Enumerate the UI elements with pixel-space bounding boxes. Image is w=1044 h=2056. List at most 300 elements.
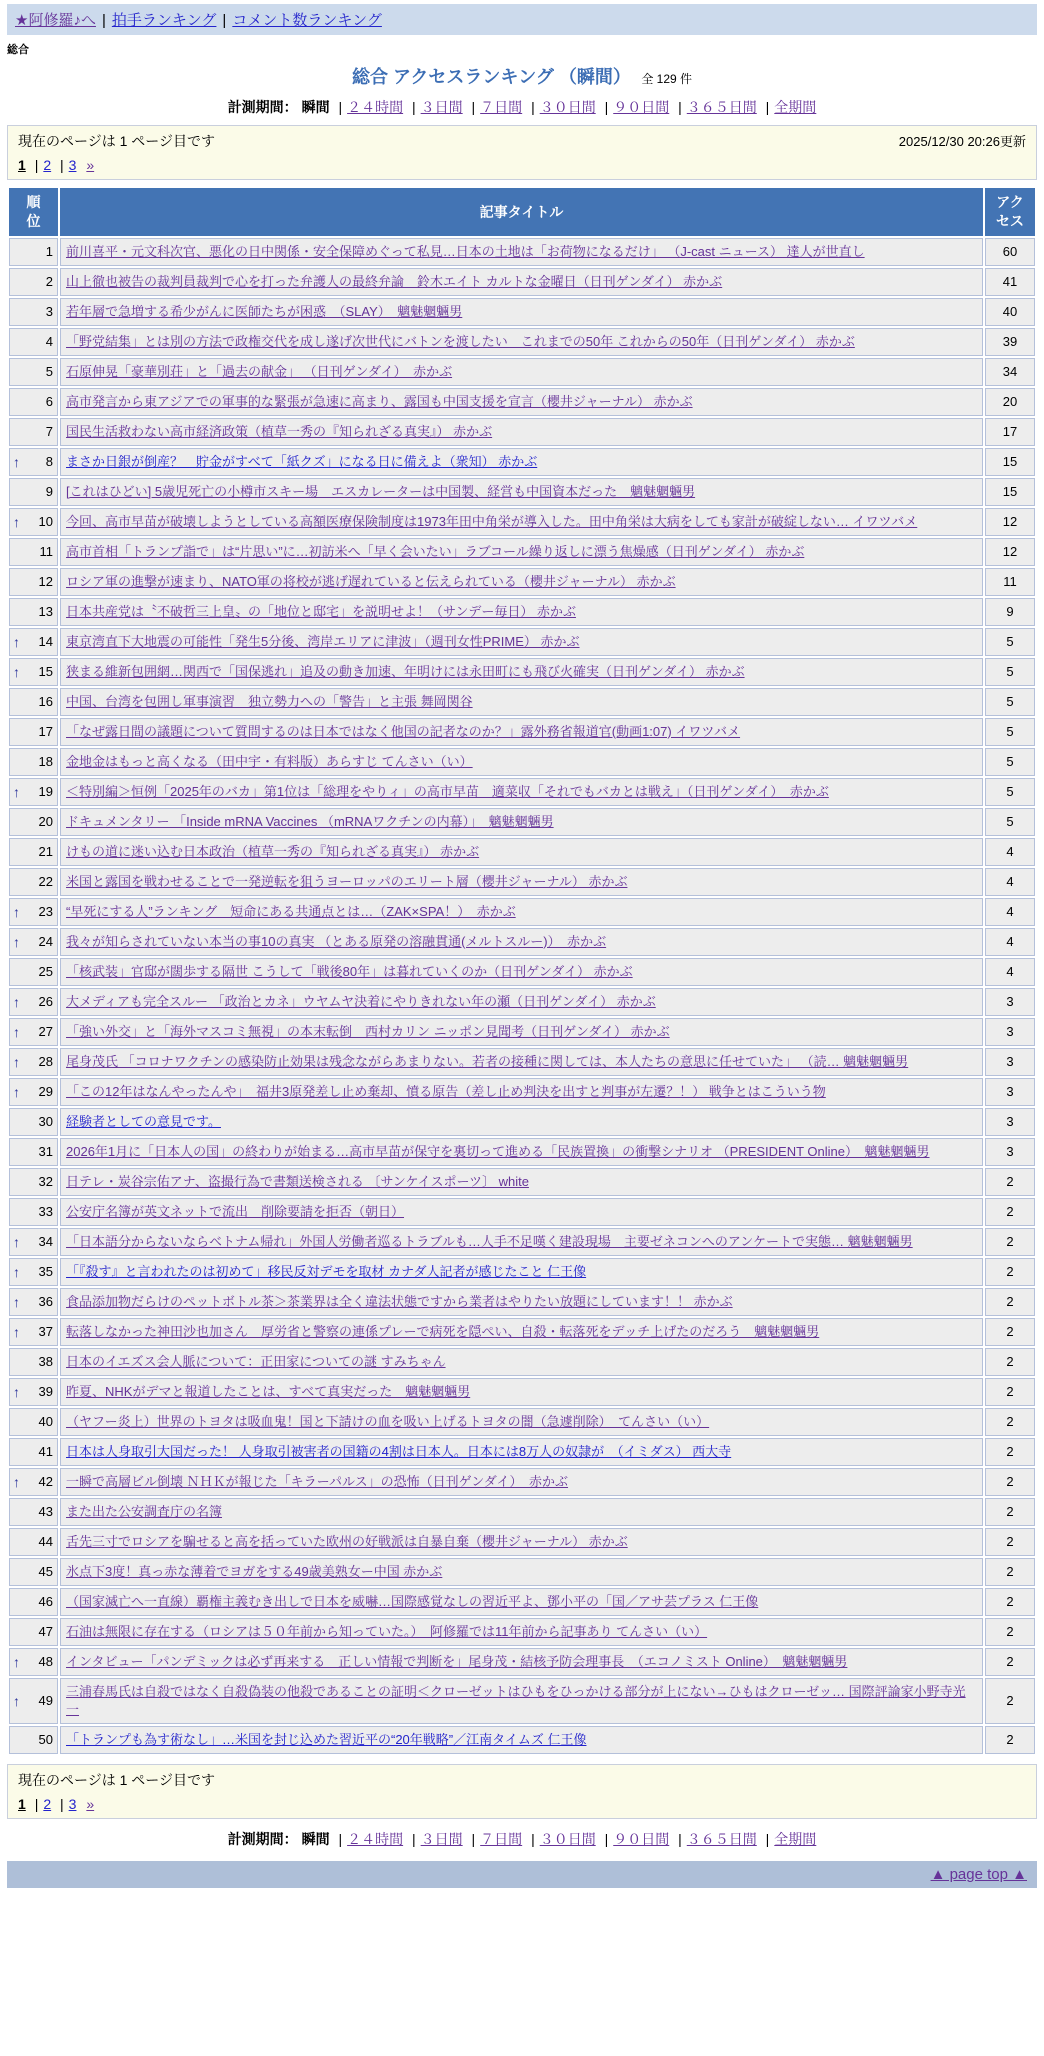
access-count: 2 (985, 1228, 1035, 1256)
top-nav-bar (7, 4, 1037, 35)
title-cell (60, 478, 983, 506)
title-cell (60, 328, 983, 356)
period-label: 計測期間： (227, 99, 298, 115)
article-link[interactable]: 経験者としての意見です。 (66, 1113, 221, 1129)
article-link[interactable]: （国家滅亡へ一直線）覇権主義むき出しで日本を威嚇…国際感覚なしの習近平よ、鄧小平の「国／アサ芸プラス 仁王像 (66, 1593, 759, 1609)
article-link[interactable]: 石原伸晃「豪華別荘」と「過去の献金」 （日刊ゲンダイ） 赤かぶ (66, 363, 453, 379)
rank-number: 6 (45, 394, 53, 410)
rank-cell (9, 1678, 58, 1724)
access-count: 2 (985, 1468, 1035, 1496)
title-cell (60, 1078, 983, 1106)
article-link[interactable]: 若年層で急増する希少がんに医師たちが困惑 （SLAY） 魑魅魍魎男 (66, 303, 463, 319)
rank-up-icon: ↑ (13, 453, 20, 470)
title-cell (60, 1018, 983, 1046)
rank-cell (9, 1348, 58, 1376)
access-count: 4 (985, 868, 1035, 896)
article-link[interactable]: 高市首相「トランプ詣で」は“片思い”に…初訪米へ「早く会いたい」ラブコール繰り返しに漂う焦燥感（日刊ゲンダイ） 赤かぶ (66, 543, 805, 559)
table-header-row (9, 188, 1035, 236)
rank-cell (9, 328, 58, 356)
article-link[interactable]: 前川喜平・元文科次官、悪化の日中関係・安全保障めぐって私見…日本の土地は「お荷物になるだけ」 （J-cast ニュース） 達人が世直し (66, 243, 865, 259)
separator: | (765, 1830, 770, 1847)
title-cell (60, 958, 983, 986)
article-link[interactable]: ロシア軍の進撃が速まり、NATO軍の将校が逃げ遅れていると伝えられている（櫻井ジャーナル） 赤かぶ (66, 573, 676, 589)
separator: | (101, 12, 106, 29)
access-count: 2 (985, 1498, 1035, 1526)
title-cell (60, 748, 983, 776)
rank-cell (9, 898, 58, 926)
article-link[interactable]: （ヤフー炎上）世界のトヨタは吸血鬼！国と下請けの血を吸い上げるトヨタの闇（急遽削除） てんさい（い） (66, 1413, 710, 1429)
table-row (9, 1288, 1035, 1316)
pagination-link-3[interactable]: 3 (68, 1795, 77, 1812)
access-count: 2 (985, 1318, 1035, 1346)
table-row (9, 538, 1035, 566)
period-current: 瞬間 (301, 1830, 330, 1847)
separator: | (604, 99, 609, 115)
access-count: 60 (985, 238, 1035, 266)
rank-up-icon: ↑ (13, 663, 20, 680)
separator: | (412, 99, 416, 115)
access-count: 41 (985, 268, 1035, 296)
rank-up-icon: ↑ (13, 1473, 20, 1490)
table-row (9, 1228, 1035, 1256)
access-count: 2 (985, 1378, 1035, 1406)
access-count: 3 (985, 1078, 1035, 1106)
access-count: 4 (985, 928, 1035, 956)
rank-cell (9, 688, 58, 716)
table-row (9, 1318, 1035, 1346)
rank-cell (9, 1288, 58, 1316)
title-cell (60, 448, 983, 476)
pagination-link-3[interactable]: 3 (68, 157, 77, 173)
rank-number: 27 (38, 1024, 53, 1040)
article-link[interactable]: ＜特別編＞恒例「2025年のバカ」第1位は「総理をやりィ」の高市早苗 適菜収「それでもバカとは戦え」（日刊ゲンダイ） 赤かぶ (66, 783, 829, 799)
table-row (9, 418, 1035, 446)
rank-number: 36 (38, 1294, 53, 1310)
table-row (9, 478, 1035, 506)
rank-cell (9, 478, 58, 506)
article-link[interactable]: 公安庁名簿が英文ネットで流出 削除要請を拒否（朝日） (66, 1203, 405, 1219)
access-count: 2 (985, 1618, 1035, 1646)
header-title: 記事タイトル (60, 188, 983, 236)
rank-number: 35 (38, 1264, 53, 1280)
rank-number: 1 (45, 244, 53, 260)
article-link[interactable]: 大メディアも完全スルー 「政治とカネ」ウヤムヤ決着にやりきれない年の瀬（日刊ゲンダイ） 赤かぶ (66, 993, 656, 1009)
table-row (9, 688, 1035, 716)
page-title (7, 63, 1037, 89)
current-page-text: 現在のページは 1 ページ目です (18, 1771, 216, 1788)
table-row (9, 1558, 1035, 1586)
rank-cell (9, 1438, 58, 1466)
period-link-3d[interactable]: ３日間 (420, 99, 463, 115)
article-link[interactable]: 舌先三寸でロシアを騙せると高を括っていた欧州の好戦派は自暴自棄（櫻井ジャーナル） 赤かぶ (66, 1533, 628, 1549)
period-link-3d[interactable]: ３日間 (420, 1830, 463, 1847)
article-link[interactable]: “早死にする人”ランキング 短命にある共通点とは…（ZAK×SPA！） 赤かぶ (66, 903, 516, 919)
title-cell (60, 1378, 983, 1406)
table-row (9, 1678, 1035, 1724)
rank-cell (9, 1528, 58, 1556)
rank-cell (9, 658, 58, 686)
article-link[interactable]: まさか日銀が倒産？ 貯金がすべて「紙クズ」になる日に備えよ（衆知） 赤かぶ (66, 453, 538, 469)
article-link[interactable]: 「なぜ露日間の議題について質問するのは日本ではなく他国の記者なのか？」露外務省報道官(動画1:07) イワツバメ (66, 723, 741, 739)
article-link[interactable]: 「野党結集」とは別の方法で政権交代を成し遂げ次世代にバトンを渡したい これまでの50年 これからの50年（日刊ゲンダイ） 赤かぶ (66, 333, 855, 349)
rank-number: 9 (45, 484, 53, 500)
pagination-current: 1 (18, 1795, 26, 1812)
pagination-next[interactable]: » (86, 157, 95, 173)
rank-up-icon: ↑ (13, 513, 20, 530)
table-row (9, 268, 1035, 296)
separator: | (531, 99, 535, 115)
title-cell (60, 718, 983, 746)
rank-number: 33 (38, 1204, 53, 1220)
period-link-30d[interactable]: ３０日間 (539, 1830, 596, 1847)
rank-cell (9, 298, 58, 326)
rank-cell (9, 1168, 58, 1196)
table-row (9, 328, 1035, 356)
rank-number: 37 (38, 1324, 53, 1340)
title-cell (60, 658, 983, 686)
access-count: 2 (985, 1528, 1035, 1556)
access-count: 2 (985, 1558, 1035, 1586)
table-row (9, 838, 1035, 866)
title-cell (60, 1108, 983, 1136)
rank-cell (9, 1108, 58, 1136)
article-link[interactable]: 狭まる維新包囲網…関西で「国保逃れ」追及の動き加速、年明けには永田町にも飛び火確実（日刊ゲンダイ） 赤かぶ (66, 663, 745, 679)
pagination-link-2[interactable]: 2 (43, 1795, 52, 1812)
article-link[interactable]: 「強い外交」と「海外マスコミ無視」の本末転倒 西村カリン ニッポン見聞考（日刊ゲンダイ） 赤かぶ (66, 1023, 670, 1039)
title-cell (60, 1648, 983, 1676)
period-link-90d[interactable]: ９０日間 (613, 1830, 670, 1847)
access-count: 3 (985, 1018, 1035, 1046)
rank-number: 47 (38, 1624, 53, 1640)
rank-cell (9, 1318, 58, 1346)
access-count: 4 (985, 958, 1035, 986)
rank-cell (9, 448, 58, 476)
separator: | (222, 12, 227, 29)
rank-cell (9, 1726, 58, 1754)
access-count: 3 (985, 1048, 1035, 1076)
total-count: 全 129 件 (641, 72, 693, 86)
rank-number: 25 (38, 964, 53, 980)
table-row (9, 1408, 1035, 1436)
table-row (9, 1018, 1035, 1046)
rank-cell (9, 838, 58, 866)
title-cell (60, 1558, 983, 1586)
period-link-7d[interactable]: ７日間 (480, 1830, 523, 1847)
article-link[interactable]: 日本共産党は〝不破哲三上皇〟の「地位と邸宅」を説明せよ！（サンデー毎日） 赤かぶ (66, 603, 576, 619)
table-row (9, 298, 1035, 326)
table-row (9, 928, 1035, 956)
table-row (9, 1138, 1035, 1166)
article-link[interactable]: 高市発言から東アジアでの軍事的な緊張が急速に高まり、露国も中国支援を宣言（櫻井ジャーナル） 赤かぶ (66, 393, 693, 409)
access-count: 5 (985, 748, 1035, 776)
rank-number: 13 (38, 604, 53, 620)
rank-number: 50 (38, 1732, 53, 1748)
rank-up-icon: ↑ (13, 1263, 20, 1280)
article-link[interactable]: 氷点下3度！真っ赤な薄着でヨガをする49歳美熟女ー中国 赤かぶ (66, 1563, 443, 1579)
title-cell (60, 268, 983, 296)
rank-cell (9, 1648, 58, 1676)
rank-cell (9, 718, 58, 746)
table-row (9, 568, 1035, 596)
access-count: 17 (985, 418, 1035, 446)
table-row (9, 718, 1035, 746)
access-count: 2 (985, 1648, 1035, 1676)
rank-number: 7 (45, 424, 53, 440)
article-link[interactable]: 日本のイエズス会人脈について：正田家についての謎 すみちゃん (66, 1353, 446, 1369)
article-link[interactable]: 「この12年はなんやったんや」 福井3原発差し止め棄却、憤る原告（差し止め判決を出すと判事が左遷？！） 戦争とはこういう物 (66, 1083, 826, 1099)
table-row (9, 1468, 1035, 1496)
rank-number: 29 (38, 1084, 53, 1100)
access-count: 3 (985, 1108, 1035, 1136)
title-cell (60, 418, 983, 446)
title-cell (60, 1288, 983, 1316)
rank-number: 45 (38, 1564, 53, 1580)
rank-number: 4 (45, 334, 53, 350)
access-count: 2 (985, 1438, 1035, 1466)
rank-number: 18 (38, 754, 53, 770)
title-cell (60, 838, 983, 866)
access-count: 15 (985, 478, 1035, 506)
rank-number: 17 (38, 724, 53, 740)
page-title-text: 総合 アクセスランキング （瞬間） (351, 67, 631, 87)
period-link-7d[interactable]: ７日間 (480, 99, 523, 115)
table-row (9, 1438, 1035, 1466)
access-count: 9 (985, 598, 1035, 626)
pagination-top (18, 157, 1026, 173)
rank-cell (9, 568, 58, 596)
rank-cell (9, 1198, 58, 1226)
article-link[interactable]: また出た公安調査庁の名簿 (66, 1503, 223, 1519)
rank-number: 32 (38, 1174, 53, 1190)
article-link[interactable]: 転落しなかった神田沙也加さん 厚労省と警察の連係プレーで病死を隠ぺい、自殺・転落死をデッチ上げたのだろう 魑魅魍魎男 (66, 1323, 820, 1339)
rank-cell (9, 778, 58, 806)
page-info-box-top (7, 125, 1037, 180)
article-link[interactable]: 昨夏、NHKがデマと報道したことは、すべて真実だった 魑魅魍魎男 (66, 1383, 471, 1399)
rank-number: 48 (38, 1654, 53, 1670)
period-link-90d[interactable]: ９０日間 (613, 99, 670, 115)
rank-up-icon: ↑ (13, 1692, 20, 1709)
article-link[interactable]: 一瞬で高層ビル倒壊 ＮＨＫが報じた「キラーパルス」の恐怖（日刊ゲンダイ） 赤かぶ (66, 1473, 569, 1489)
page-info-box-bottom (7, 1764, 1037, 1819)
rank-number: 2 (45, 274, 53, 290)
table-row (9, 658, 1035, 686)
rank-up-icon: ↑ (13, 933, 20, 950)
access-count: 3 (985, 988, 1035, 1016)
separator: | (765, 99, 770, 115)
rank-cell (9, 1558, 58, 1586)
rank-number: 14 (38, 634, 53, 650)
title-cell (60, 388, 983, 416)
period-link-all[interactable]: 全期間 (774, 99, 817, 115)
separator: | (678, 1830, 682, 1847)
title-cell (60, 688, 983, 716)
table-row (9, 778, 1035, 806)
article-link[interactable]: [これはひどい] 5歳児死亡の小樽市スキー場 エスカレーターは中国製、経営も中国資本だった 魑魅魍魎男 (66, 483, 696, 499)
rank-number: 42 (38, 1474, 53, 1490)
rank-cell (9, 958, 58, 986)
article-link[interactable]: 国民生活救わない高市経済政策（植草一秀の『知られざる真実』） 赤かぶ (66, 423, 493, 439)
rank-cell (9, 628, 58, 656)
rank-number: 43 (38, 1504, 53, 1520)
title-cell (60, 1726, 983, 1754)
ranking-table (7, 186, 1037, 1756)
title-cell (60, 568, 983, 596)
article-link[interactable]: 日本は人身取引大国だった！ 人身取引被害者の国籍の4割は日本人。日本には8万人の奴隷が （イミダス） 西大寺 (66, 1443, 732, 1459)
title-cell (60, 1048, 983, 1076)
article-link[interactable]: 尾身茂氏 「コロナワクチンの感染防止効果は残念ながらあまりない。若者の接種に関しては、本人たちの意思に任せていた」 （読… 魑魅魍魎男 (66, 1053, 909, 1069)
rank-up-icon: ↑ (13, 1023, 20, 1040)
rank-up-icon: ↑ (13, 1053, 20, 1070)
title-cell (60, 628, 983, 656)
rank-up-icon: ↑ (13, 783, 20, 800)
period-link-365d[interactable]: ３６５日間 (686, 1830, 757, 1847)
access-count: 2 (985, 1168, 1035, 1196)
rank-cell (9, 1048, 58, 1076)
table-row (9, 1618, 1035, 1646)
period-link-24h[interactable]: ２４時間 (347, 1830, 404, 1847)
rank-cell (9, 1258, 58, 1286)
pagination-next[interactable]: » (86, 1795, 95, 1812)
article-link[interactable]: 食品添加物だらけのペットボトル茶＞茶業界は全く違法状態ですから業者はやりたい放題にしています！！ 赤かぶ (66, 1293, 733, 1309)
table-row (9, 358, 1035, 386)
rank-cell (9, 508, 58, 536)
article-link[interactable]: 我々が知らされていない本当の事10の真実 （とある原発の溶融貫通(メルトスルー)） 赤かぶ (66, 933, 607, 949)
rank-number: 3 (45, 304, 53, 320)
rank-number: 11 (39, 544, 53, 560)
access-count: 39 (985, 328, 1035, 356)
title-cell (60, 1468, 983, 1496)
updated-timestamp: 2025/12/30 20:26更新 (898, 134, 1026, 149)
rank-cell (9, 1408, 58, 1436)
category-label: 総合 (7, 44, 29, 56)
article-link[interactable]: ドキュメンタリー 「Inside mRNA Vaccines （mRNAワクチンの内幕）」 魑魅魍魎男 (66, 813, 554, 829)
rank-number: 24 (38, 934, 53, 950)
table-row (9, 1078, 1035, 1106)
pagination-bottom (18, 1796, 1026, 1812)
title-cell (60, 1258, 983, 1286)
ranking-table-body (9, 238, 1035, 1754)
rank-cell (9, 1138, 58, 1166)
separator: | (60, 157, 64, 173)
article-link[interactable]: けもの道に迷い込む日本政治（植草一秀の『知られざる真実』） 赤かぶ (66, 843, 480, 859)
table-row (9, 898, 1035, 926)
period-nav-top (7, 97, 1037, 117)
title-cell (60, 298, 983, 326)
period-link-24h[interactable]: ２４時間 (347, 99, 404, 115)
rank-up-icon: ↑ (13, 1083, 20, 1100)
title-cell (60, 238, 983, 266)
separator: | (412, 1830, 416, 1847)
access-count: 15 (985, 448, 1035, 476)
article-link[interactable]: 三浦春馬氏は自殺ではなく自殺偽装の他殺であることの証明＜クローゼットはひもをひっかける部分が上にない→ひもはクローゼッ… 国際評論家小野寺光一 (66, 1683, 966, 1717)
article-link[interactable]: 「日本語分からないならベトナム帰れ」外国人労働者巡るトラブルも…人手不足嘆く建設現場 主要ゼネコンへのアンケートで実態… 魑魅魍魎男 (66, 1233, 913, 1249)
access-count: 2 (985, 1288, 1035, 1316)
access-count: 34 (985, 358, 1035, 386)
rank-number: 23 (38, 904, 53, 920)
table-row (9, 1168, 1035, 1196)
access-count: 3 (985, 1138, 1035, 1166)
period-link-all[interactable]: 全期間 (774, 1830, 817, 1847)
access-count: 5 (985, 778, 1035, 806)
article-link[interactable]: 日テレ・炭谷宗佑アナ、盗撮行為で書類送検される 〔サンケイスポーツ〕 white (66, 1173, 529, 1189)
article-link[interactable]: 米国と露国を戦わせることで一発逆転を狙うヨーロッパのエリート層（櫻井ジャーナル） 赤かぶ (66, 873, 628, 889)
rank-cell (9, 748, 58, 776)
article-link[interactable]: 「トランプも為す術なし」…米国を封じ込めた習近平の“20年戦略”／江南タイムズ 仁王像 (66, 1731, 587, 1747)
table-row (9, 1108, 1035, 1136)
access-count: 12 (985, 508, 1035, 536)
separator: | (531, 1830, 535, 1847)
pagination-link-2[interactable]: 2 (43, 157, 52, 173)
rank-number: 40 (38, 1414, 53, 1430)
title-cell (60, 508, 983, 536)
table-row (9, 1348, 1035, 1376)
article-link[interactable]: 中国、台湾を包囲し軍事演習 独立勢力への「警告」と主張 舞岡関谷 (66, 693, 473, 709)
access-count: 2 (985, 1198, 1035, 1226)
article-link[interactable]: 東京湾直下大地震の可能性「発生5分後、湾岸エリアに津波」（週刊女性PRIME） 赤かぶ (66, 633, 580, 649)
access-count: 12 (985, 538, 1035, 566)
rank-number: 39 (38, 1384, 53, 1400)
page-top-link[interactable]: ▲ page top ▲ (930, 1865, 1027, 1883)
rank-up-icon: ↑ (13, 1323, 20, 1340)
table-row (9, 1726, 1035, 1754)
title-cell (60, 1528, 983, 1556)
period-link-365d[interactable]: ３６５日間 (686, 99, 757, 115)
title-cell (60, 808, 983, 836)
title-cell (60, 1138, 983, 1166)
title-cell (60, 778, 983, 806)
separator: | (471, 99, 476, 115)
article-link[interactable]: 石油は無限に存在する（ロシアは５０年前から知っていた。） 阿修羅では11年前から記事あり てんさい（い） (66, 1623, 708, 1639)
article-link[interactable]: 金地金はもっと高くなる（田中宇・有料版）あらすじ てんさい（い） (66, 753, 473, 769)
article-link[interactable]: 2026年1月に「日本人の国」の終わりが始まる…高市早苗が保守を裏切って進める「民族置換」の衝撃シナリオ （PRESIDENT Online） 魑魅魍魎男 (66, 1143, 930, 1159)
top-link-asyura-home[interactable]: ★阿修羅♪へ (15, 12, 96, 29)
rank-number: 34 (38, 1234, 53, 1250)
table-row (9, 388, 1035, 416)
footer-bar (7, 1861, 1037, 1888)
access-count: 2 (985, 1258, 1035, 1286)
rank-cell (9, 598, 58, 626)
access-count: 5 (985, 718, 1035, 746)
title-cell (60, 1198, 983, 1226)
separator: | (471, 1830, 476, 1847)
bottom-whitespace (7, 1888, 1037, 1918)
title-cell (60, 1348, 983, 1376)
article-link[interactable]: 「『殺す』と言われたのは初めて」移民反対デモを取材 カナダ人記者が感じたこと 仁王像 (66, 1263, 587, 1279)
separator: | (338, 99, 343, 115)
table-row (9, 1648, 1035, 1676)
access-count: 4 (985, 898, 1035, 926)
access-count: 20 (985, 388, 1035, 416)
rank-cell (9, 1588, 58, 1616)
period-link-30d[interactable]: ３０日間 (539, 99, 596, 115)
title-cell (60, 1168, 983, 1196)
separator: | (338, 1830, 343, 1847)
article-link[interactable]: インタビュー「パンデミックは必ず再来する 正しい情報で判断を」尾身茂・結核予防会理事長 （エコノミスト Online） 魑魅魍魎男 (66, 1653, 848, 1669)
top-link-comment-ranking[interactable]: コメント数ランキング (232, 12, 382, 29)
access-count: 5 (985, 658, 1035, 686)
article-link[interactable]: 山上徹也被告の裁判員裁判で心を打った弁護人の最終弁論 鈴木エイト カルトな金曜日（日刊ゲンダイ） 赤かぶ (66, 273, 723, 289)
article-link[interactable]: 今回、高市早苗が破壊しようとしている高額医療保険制度は1973年田中角栄が導入した。田中角栄は大病をしても家計が破綻しない… イワツバメ (66, 513, 918, 529)
rank-number: 41 (38, 1444, 53, 1460)
rank-number: 49 (38, 1693, 53, 1709)
article-link[interactable]: 「核武装」官邸が闊歩する隔世 こうして「戦後80年」は暮れていくのか（日刊ゲンダイ） 赤かぶ (66, 963, 633, 979)
top-link-clap-ranking[interactable]: 拍手ランキング (111, 12, 217, 29)
rank-up-icon: ↑ (13, 1383, 20, 1400)
access-count: 2 (985, 1348, 1035, 1376)
title-cell (60, 1618, 983, 1646)
table-row (9, 1378, 1035, 1406)
rank-number: 10 (38, 514, 53, 530)
